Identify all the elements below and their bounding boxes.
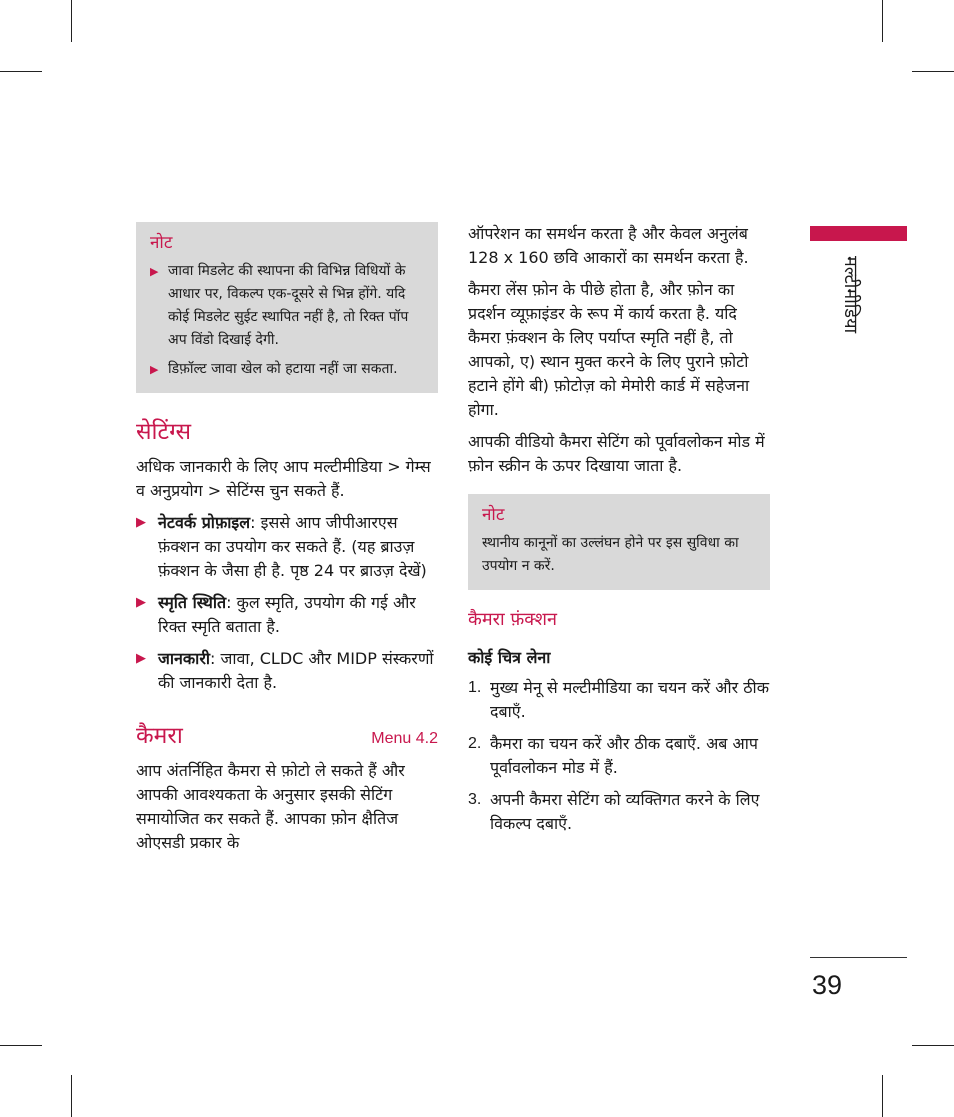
section-title: कैमरा <box>136 723 183 749</box>
camera-paragraph: कैमरा लेंस फ़ोन के पीछे होता है, और फ़ोन का प्रदर्शन व्यूफ़ाइंडर के रूप में कार्य करता है. यदि कैमरा फ़ंक्शन के लिए पर्याप्त स्मृति नहीं है, तो आपको, ए) स्थान मुक्त करने के लिए पुराने फ़ोटो हटाने होंगे बी) फ़ोटोज़ को मेमोरी कार्ड में सहेजना होगा. <box>468 280 750 419</box>
description: : इससे आप जीपीआरएस फ़ंक्शन का उपयोग कर सकते हैं. (यह ब्राउज़ फ़ंक्शन के जैसा ही है. पृष्ठ 24 पर ब्राउज़ देखें) <box>158 513 427 580</box>
subsubsection-title: कोई चित्र लेना <box>468 648 551 667</box>
note-box <box>468 494 770 590</box>
step-text: मुख्य मेनू से मल्टीमीडिया का चयन करें और ठीक दबाएँ. <box>490 678 769 721</box>
triangle-bullet-icon: ▶ <box>136 515 146 530</box>
crop-mark <box>71 0 72 42</box>
settings-intro: अधिक जानकारी के लिए आप मल्टीमीडिया > गेम्स व अनुप्रयोग > सेटिंग्स चुन सकते हैं. <box>136 457 431 500</box>
note-text: डिफ़ॉल्ट जावा खेल को हटाया नहीं जा सकता. <box>168 361 398 377</box>
step-item <box>468 788 770 836</box>
description: : जावा, CLDC और MIDP संस्करणों की जानकारी देता है. <box>158 649 434 692</box>
crop-mark <box>912 71 954 72</box>
list-item-text <box>158 511 438 583</box>
term: जानकारी <box>158 649 211 668</box>
camera-paragraph: आप अंतर्निहित कैमरा से फ़ोटो ले सकते हैं और आपकी आवश्यकता के अनुसार इसकी सेटिंग समायोजित कर सकते हैं. आपका फ़ोन क्षैतिज ओएसडी प्रकार के <box>136 761 405 852</box>
note-title: नोट <box>150 233 173 253</box>
list-item <box>136 511 438 583</box>
term: स्मृति स्थिति <box>158 593 227 612</box>
camera-paragraph: आपकी वीडियो कैमरा सेटिंग को पूर्वावलोकन मोड में फ़ोन स्क्रीन के ऊपर दिखाया जाता है. <box>468 432 765 475</box>
settings-header <box>136 417 438 447</box>
step-item <box>468 676 770 724</box>
divider <box>810 957 907 958</box>
list-item <box>136 591 438 639</box>
crop-mark <box>0 71 42 72</box>
step-number: 2. <box>468 735 482 752</box>
crop-mark <box>0 1045 42 1046</box>
right-column <box>468 222 770 844</box>
chapter-tab-bar <box>810 226 907 241</box>
triangle-bullet-icon: ▶ <box>136 595 146 610</box>
triangle-bullet-icon: ▶ <box>150 363 159 376</box>
note-item <box>150 358 426 381</box>
triangle-bullet-icon: ▶ <box>150 265 159 278</box>
note-text: स्थानीय कानूनों का उल्लंघन होने पर इस सुविधा का उपयोग न करें. <box>482 535 739 574</box>
step-number: 1. <box>468 679 482 696</box>
list-item-text <box>158 591 438 639</box>
triangle-bullet-icon: ▶ <box>136 651 146 666</box>
term: नेटवर्क प्रोफ़ाइल <box>158 513 251 532</box>
note-title: नोट <box>482 505 505 525</box>
camera-paragraph: ऑपरेशन का समर्थन करता है और केवल अनुलंब 128 x 160 छवि आकारों का समर्थन करता है. <box>468 224 749 267</box>
camera-header <box>136 721 438 751</box>
page-number: 39 <box>812 970 843 1000</box>
section-title: सेटिंग्स <box>136 419 192 445</box>
crop-mark <box>882 0 883 42</box>
chapter-tab-label: मल्टीमीडिया <box>840 256 861 334</box>
crop-mark <box>71 1075 72 1117</box>
list-item-text <box>158 647 438 695</box>
note-box <box>136 222 438 393</box>
subsection-title: कैमरा फ़ंक्शन <box>468 609 557 630</box>
list-item <box>136 647 438 695</box>
crop-mark <box>882 1075 883 1117</box>
step-text: अपनी कैमरा सेटिंग को व्यक्तिगत करने के लिए विकल्प दबाएँ. <box>490 790 760 833</box>
step-item <box>468 732 770 780</box>
step-number: 3. <box>468 791 482 808</box>
step-text: कैमरा का चयन करें और ठीक दबाएँ. अब आप पूर्वावलोकन मोड में हैं. <box>490 734 758 777</box>
note-text: जावा मिडलेट की स्थापना की विभिन्न विधियों के आधार पर, विकल्प एक-दूसरे से भिन्न होंगे. यदि कोई मिडलेट सुईट स्थापित नहीं है, तो रिक्त पॉप अप विंडो दिखाई देगी. <box>168 263 409 348</box>
note-item <box>150 260 426 352</box>
left-column <box>136 222 438 863</box>
menu-reference: Menu 4.2 <box>371 730 438 747</box>
description: : कुल स्मृति, उपयोग की गई और रिक्त स्मृति बताता है. <box>158 593 416 636</box>
crop-mark <box>912 1045 954 1046</box>
